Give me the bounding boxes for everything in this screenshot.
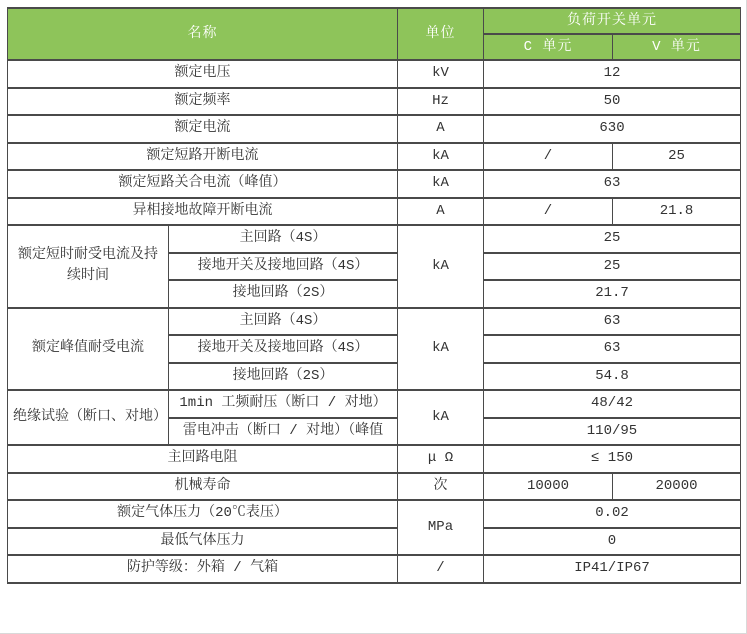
row-name-cell: 异相接地故障开断电流 <box>8 198 398 226</box>
header-name-cell: 名称 <box>8 8 398 60</box>
row-name-cell: 防护等级：外箱 / 气箱 <box>8 555 398 583</box>
row-name-cell: 额定短路关合电流（峰值） <box>8 170 398 198</box>
row-unit-cell: kA <box>398 390 484 445</box>
spec-table <box>7 7 741 584</box>
value-c-cell: 10000 <box>484 473 613 501</box>
header-c-unit-cell: C 单元 <box>484 34 613 60</box>
row-value-cell: 63 <box>484 308 741 336</box>
row-unit-cell: kA <box>398 225 484 308</box>
row-unit-cell: MPa <box>398 500 484 555</box>
row-value-cell: 110/95 <box>484 418 741 446</box>
sub-name-cell: 主回路（4S） <box>169 308 398 336</box>
spec-row <box>8 88 741 116</box>
row-name-cell: 主回路电阻 <box>8 445 398 473</box>
value-c-cell: / <box>484 198 613 226</box>
sub-name-cell: 雷电冲击（断口 / 对地）（峰值 <box>169 418 398 446</box>
row-value-cell: 25 <box>484 225 741 253</box>
group-label-cell: 绝缘试验（断口、对地） <box>8 390 169 445</box>
row-value-cell: 63 <box>484 335 741 363</box>
spec-row <box>8 473 741 501</box>
spec-row <box>8 390 741 418</box>
header-v-unit-cell: V 单元 <box>613 34 741 60</box>
row-value-cell: IP41/IP67 <box>484 555 741 583</box>
row-value-cell: 50 <box>484 88 741 116</box>
row-value-cell: 21.7 <box>484 280 741 308</box>
sub-name-cell: 1min 工频耐压（断口 / 对地） <box>169 390 398 418</box>
spec-row <box>8 170 741 198</box>
spec-row <box>8 500 741 528</box>
spec-row <box>8 445 741 473</box>
row-name-cell: 额定电流 <box>8 115 398 143</box>
spec-row <box>8 143 741 171</box>
row-name-cell: 额定气体压力（20℃表压） <box>8 500 398 528</box>
row-value-cell: 63 <box>484 170 741 198</box>
row-name-cell: 额定短路开断电流 <box>8 143 398 171</box>
row-value-cell: 630 <box>484 115 741 143</box>
group-label-cell: 额定峰值耐受电流 <box>8 308 169 391</box>
spec-row <box>8 198 741 226</box>
row-value-cell: 12 <box>484 60 741 88</box>
row-value-cell: 25 <box>484 253 741 281</box>
header-row-1 <box>8 8 741 34</box>
sub-name-cell: 接地回路（2S） <box>169 363 398 391</box>
sub-name-cell: 接地回路（2S） <box>169 280 398 308</box>
row-unit-cell: Hz <box>398 88 484 116</box>
row-unit-cell: A <box>398 198 484 226</box>
value-v-cell: 21.8 <box>613 198 741 226</box>
spec-row <box>8 225 741 253</box>
header-unit-cell: 单位 <box>398 8 484 60</box>
table-header <box>8 8 741 60</box>
row-value-cell: 0.02 <box>484 500 741 528</box>
row-unit-cell: kA <box>398 308 484 391</box>
row-unit-cell: kV <box>398 60 484 88</box>
group-label-cell: 额定短时耐受电流及持续时间 <box>8 225 169 308</box>
spec-row <box>8 115 741 143</box>
row-name-cell: 机械寿命 <box>8 473 398 501</box>
row-unit-cell: kA <box>398 143 484 171</box>
value-v-cell: 20000 <box>613 473 741 501</box>
value-c-cell: / <box>484 143 613 171</box>
spec-row <box>8 555 741 583</box>
row-value-cell: ≤ 150 <box>484 445 741 473</box>
row-unit-cell: kA <box>398 170 484 198</box>
row-name-cell: 额定频率 <box>8 88 398 116</box>
sub-name-cell: 接地开关及接地回路（4S） <box>169 335 398 363</box>
sub-name-cell: 主回路（4S） <box>169 225 398 253</box>
row-value-cell: 48/42 <box>484 390 741 418</box>
row-value-cell: 0 <box>484 528 741 556</box>
sub-name-cell: 接地开关及接地回路（4S） <box>169 253 398 281</box>
row-unit-cell: A <box>398 115 484 143</box>
spec-row <box>8 308 741 336</box>
value-v-cell: 25 <box>613 143 741 171</box>
row-name-cell: 额定电压 <box>8 60 398 88</box>
spec-row <box>8 528 741 556</box>
row-name-cell: 最低气体压力 <box>8 528 398 556</box>
row-value-cell: 54.8 <box>484 363 741 391</box>
header-group-cell: 负荷开关单元 <box>484 8 741 34</box>
row-unit-cell: μ Ω <box>398 445 484 473</box>
row-unit-cell: / <box>398 555 484 583</box>
row-unit-cell: 次 <box>398 473 484 501</box>
table-body <box>8 60 741 583</box>
spec-row <box>8 60 741 88</box>
